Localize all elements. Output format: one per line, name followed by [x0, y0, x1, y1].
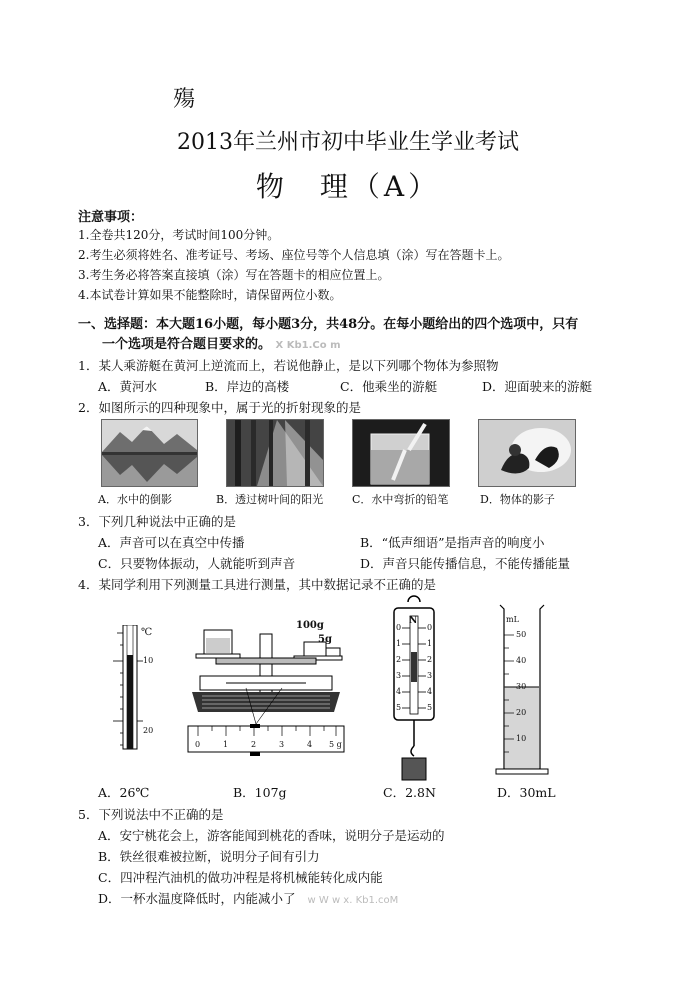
graduated-cylinder-figure — [494, 603, 550, 775]
q1-option-c: C．他乘坐的游艇 — [340, 379, 438, 394]
balance-weight-5g: 5g — [318, 634, 332, 645]
spring-scale-tick: 4 — [396, 687, 402, 696]
q3-option-a: A．声音可以在真空中传播 — [98, 535, 245, 550]
q5-option-a: A．安宁桃花会上，游客能闻到桃花的香味，说明分子是运动的 — [98, 828, 445, 843]
thermometer-figure — [103, 625, 159, 751]
spring-scale-figure — [386, 592, 442, 782]
exam-title: 2013年兰州市初中毕业生学业考试 — [177, 130, 519, 155]
spring-scale-tick: 5 — [427, 703, 433, 712]
balance-scale-label: 0 — [195, 740, 201, 749]
q1-option-b: B．岸边的高楼 — [205, 379, 290, 394]
spring-scale-tick: 2 — [396, 655, 402, 664]
forest-sunlight-photo — [226, 419, 324, 487]
question-4-stem: 4．某同学利用下列测量工具进行测量，其中数据记录不正确的是 — [78, 577, 436, 592]
cylinder-unit: mL — [506, 615, 519, 624]
spring-scale-tick: 0 — [396, 623, 402, 632]
balance-scale-label: 3 — [279, 740, 285, 749]
question-1-stem: 1．某人乘游艇在黄河上逆流而上，若说他静止，是以下列哪个物体为参照物 — [78, 358, 499, 373]
spring-scale-tick: 0 — [427, 623, 433, 632]
q4-option-a: A．26℃ — [98, 785, 150, 800]
thermometer-tick-label: 20 — [143, 726, 154, 735]
cylinder-tick: 40 — [516, 656, 527, 665]
q2-caption-d: D．物体的影子 — [480, 493, 555, 506]
corner-character: 殤 — [173, 87, 196, 112]
q3-option-d: D．声音只能传播信息，不能传播能量 — [360, 556, 571, 571]
watermark: w W w x. Kb1.coM — [307, 895, 399, 906]
q1-option-a: A．黄河水 — [98, 379, 158, 394]
question-3-stem: 3．下列几种说法中正确的是 — [78, 514, 236, 529]
watermark: X Kb1.Co m — [275, 340, 341, 351]
subject-title: 物 理（A） — [255, 170, 441, 203]
q4-option-c: C．2.8N — [383, 785, 436, 800]
spring-scale-tick: 3 — [427, 671, 433, 680]
question-5-stem: 5．下列说法中不正确的是 — [78, 807, 224, 822]
spring-scale-tick: 3 — [396, 671, 402, 680]
cylinder-tick: 10 — [516, 734, 527, 743]
shadow-puppet-photo — [478, 419, 576, 487]
q4-option-b: B．107g — [233, 785, 287, 800]
balance-figure — [186, 618, 346, 758]
mountain-reflection-photo — [101, 419, 198, 487]
balance-weight-100g: 100g — [296, 620, 324, 631]
spring-scale-unit: N — [409, 616, 418, 626]
spring-scale-tick: 4 — [427, 687, 433, 696]
note-item: 3.考生务必将答案直接填（涂）写在答题卡的相应位置上。 — [78, 268, 390, 282]
spring-scale-tick: 5 — [396, 703, 402, 712]
q1-option-d: D．迎面驶来的游艇 — [482, 379, 593, 394]
balance-scale-label: 1 — [223, 740, 229, 749]
q5-option-b: B．铁丝很难被拉断，说明分子间有引力 — [98, 849, 320, 864]
spring-scale-tick: 2 — [427, 655, 433, 664]
spring-scale-tick: 1 — [427, 639, 433, 648]
cylinder-tick: 50 — [516, 630, 527, 639]
balance-scale-label: 4 — [307, 740, 313, 749]
cylinder-tick: 20 — [516, 708, 527, 717]
cylinder-tick: 30 — [516, 682, 527, 691]
q2-caption-b: B．透过树叶间的阳光 — [216, 493, 324, 506]
balance-scale-label: 2 — [251, 740, 257, 749]
q5-option-c: C．四冲程汽油机的做功冲程是将机械能转化成内能 — [98, 870, 383, 885]
note-item: 4.本试卷计算如果不能整除时，请保留两位小数。 — [78, 288, 342, 302]
balance-scale-label: 5 g — [329, 740, 342, 749]
q4-option-d: D．30mL — [497, 785, 556, 800]
thermometer-unit: ℃ — [141, 627, 153, 638]
q5-option-d: D．一杯水温度降低时，内能减小了 w W w x. Kb1.coM — [98, 891, 399, 906]
q2-caption-a: A．水中的倒影 — [98, 493, 172, 506]
q2-caption-c: C．水中弯折的铅笔 — [352, 493, 449, 506]
spring-scale-tick: 1 — [396, 639, 402, 648]
q3-option-c: C．只要物体振动，人就能听到声音 — [98, 556, 296, 571]
bent-pencil-photo — [352, 419, 450, 487]
section-heading: 一、选择题：本大题16小题，每小题3分，共48分。在每小题给出的四个选项中，只有 一个选项是符合题目要求的。 X Kb1.Co m — [78, 317, 579, 352]
notes-heading: 注意事项： — [78, 210, 144, 225]
question-2-stem: 2．如图所示的四种现象中，属于光的折射现象的是 — [78, 400, 361, 415]
note-item: 2.考生必须将姓名、准考证号、考场、座位号等个人信息填（涂）写在答题卡上。 — [78, 248, 510, 262]
note-item: 1.全卷共120分，考试时间100分钟。 — [78, 228, 280, 242]
q3-option-b: B．“低声细语”是指声音的响度小 — [360, 535, 545, 550]
thermometer-tick-label: 10 — [143, 656, 154, 665]
